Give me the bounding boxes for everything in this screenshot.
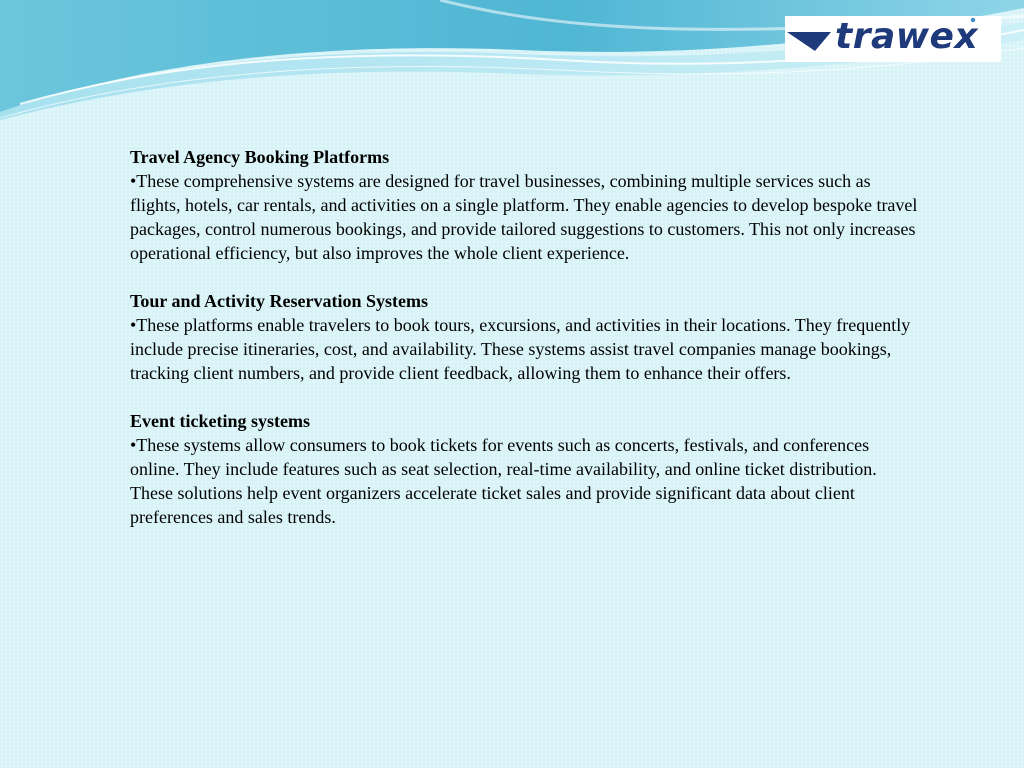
- section-travel-agency: [130, 145, 920, 265]
- trawex-logo: [785, 16, 1001, 62]
- section-event-ticketing: [130, 409, 920, 529]
- section-body: •These platforms enable travelers to book tours, excursions, and activities in their locations. They frequently include precise itineraries, cost, and availability. These systems assist travel companies manage bookings, tracking client numbers, and provide client feedback, allowing them to enhance their offers.: [130, 315, 911, 383]
- section-title: Event ticketing systems: [130, 411, 310, 431]
- section-body: •These comprehensive systems are designed for travel businesses, combining multiple services such as flights, hotels, car rentals, and activities on a single platform. They enable agencies to develop bespoke travel packages, control numerous bookings, and provide tailored suggestions to customers. This not only increases operational efficiency, but also improves the whole client experience.: [130, 171, 918, 263]
- section-title: Travel Agency Booking Platforms: [130, 147, 390, 167]
- section-body: •These systems allow consumers to book tickets for events such as concerts, festivals, and conferences online. They include features such as seat selection, real-time availability, and online ticket distribution. These solutions help event organizers accelerate ticket sales and provide significant data about client preferences and sales trends.: [130, 435, 877, 527]
- section-tour-activity: [130, 289, 920, 385]
- content-area: [130, 145, 920, 553]
- logo-text: trawex: [835, 16, 979, 57]
- section-title: Tour and Activity Reservation Systems: [130, 291, 429, 311]
